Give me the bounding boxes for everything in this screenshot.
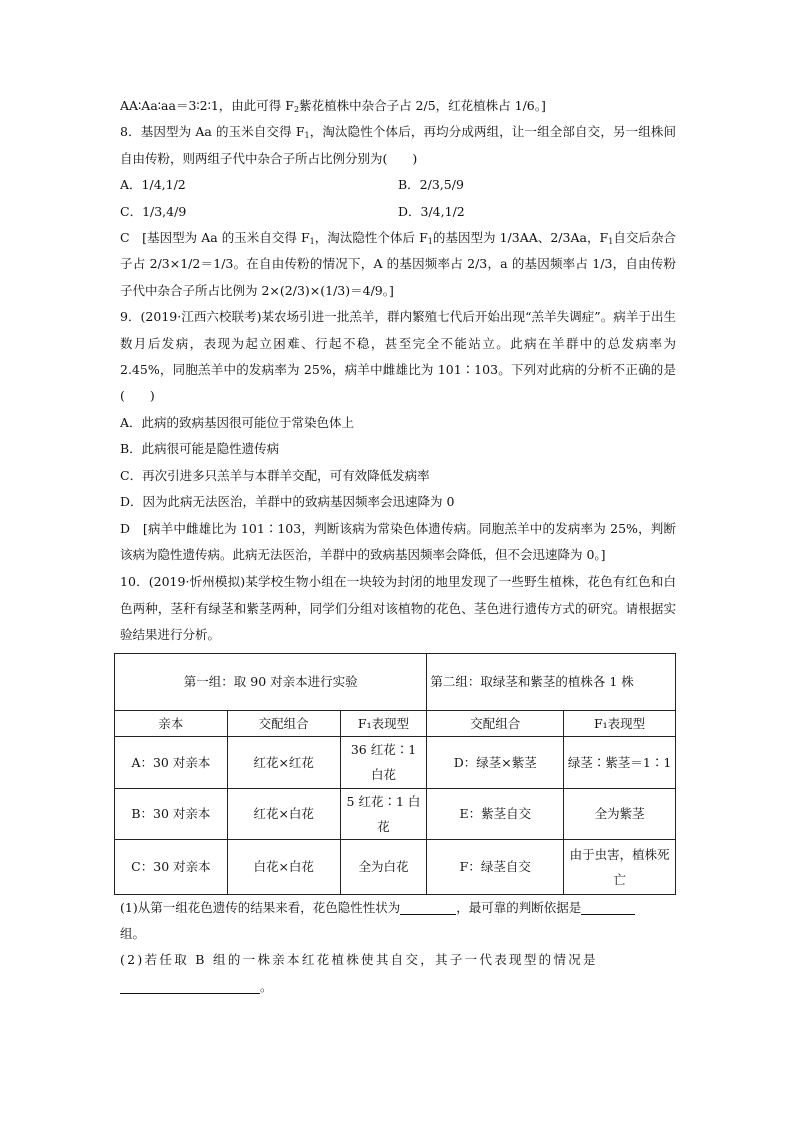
group2-title: 第二组：取绿茎和紫茎的植株各 1 株 xyxy=(427,653,676,710)
q9-option-b: B．此病很可能是隐性遗传病 xyxy=(120,441,280,457)
table-cell: D：绿茎×紫茎 xyxy=(427,736,564,788)
table-cell: E：紫茎自交 xyxy=(427,788,564,839)
prev-answer-line: AA∶Aa∶aa＝3∶2∶1，由此可得 $F_2$紫花植株中杂合子占 2/5，红花植株占 1/6。] xyxy=(120,98,546,114)
table-cell: 全为白花 xyxy=(340,839,427,894)
q8-answer: C [基因型为 Aa 的玉米自交得 $F_1$，淘汰隐性个体后 $F_1$的基因型为 1/3AA、2/3Aa，$F_1$自交后杂合子占 2/3×1/2＝1/3。在自由传粉的情况下，A 的基因频率占 2/3，a 的基因频率占 1/3，自由传粉子代中杂合子所占比例为 2×(2/3)×(1/3)＝4/9。] xyxy=(120,230,676,298)
table-cell: 白花×白花 xyxy=(227,839,340,894)
q8-stem: 8．基因型为 Aa 的玉米自交得 $F_1$，淘汰隐性个体后，再均分成两组，让一组全部自交，另一组株间自由传粉，则两组子代中杂合子所占比例分别为( ) xyxy=(120,124,676,166)
q8-option-a: A．1/4,1/2 xyxy=(120,177,186,193)
header-f1-1: F₁表现型 xyxy=(340,710,427,736)
table-cell: 由于虫害，植株死亡 xyxy=(564,839,676,894)
group1-title: 第一组：取 90 对亲本进行实验 xyxy=(115,653,427,710)
table-cell: 5 红花∶1 白花 xyxy=(340,788,427,839)
q8-option-c: C．1/3,4/9 xyxy=(120,203,187,219)
table-cell: B：30 对亲本 xyxy=(115,788,228,839)
experiment-table xyxy=(114,653,676,895)
q8-option-d: D．3/4,1/2 xyxy=(398,203,465,219)
q9-option-c: C．再次引进多只羔羊与本群羊交配，可有效降低发病率 xyxy=(120,467,430,483)
q8-options-row-1 xyxy=(120,172,676,198)
q9-stem: 9．(2019·江西六校联考)某农场引进一批羔羊，群内繁殖七代后开始出现“羔羊失调症”。病羊于出生数月后发病，表现为起立困难、行起不稳，甚至完全不能站立。此病在羊群中的总发病率为 2.45%，同胞羔羊中的发病率为 25%，病羊中雌雄比为 101∶103。下列对此病的分析不正确的是( ) xyxy=(120,309,676,404)
table-cell: 全为紫茎 xyxy=(564,788,676,839)
table-cell: 36 红花∶1 白花 xyxy=(340,736,427,788)
table-cell: 红花×白花 xyxy=(227,788,340,839)
table-cell: F：绿茎自交 xyxy=(427,839,564,894)
table-row xyxy=(115,736,676,788)
table-cell: 红花×红花 xyxy=(227,736,340,788)
table-cell: A：30 对亲本 xyxy=(115,736,228,788)
answer-blank[interactable] xyxy=(120,977,260,994)
header-cross-2: 交配组合 xyxy=(427,710,564,736)
q9-option-a: A．此病的致病基因很可能位于常染色体上 xyxy=(120,414,355,430)
q8-options-row-2 xyxy=(120,199,676,225)
q10-stem: 10．(2019·忻州模拟)某学校生物小组在一块较为封闭的地里发现了一些野生植株，花色有红色和白色两种，茎秆有绿茎和紫茎两种，同学们分组对该植物的花色、茎色进行遗传方式的研究。请根据实验结果进行分析。 xyxy=(120,574,676,643)
document-page xyxy=(120,93,676,1000)
answer-blank[interactable] xyxy=(581,898,635,915)
table-row xyxy=(115,788,676,839)
header-cross-1: 交配组合 xyxy=(227,710,340,736)
q10-sub1: (1)从第一组花色遗传的结果来看，花色隐性性状为 ，最可靠的判断依据是 组。 xyxy=(120,895,676,948)
header-parents: 亲本 xyxy=(115,710,228,736)
table-cell: C：30 对亲本 xyxy=(115,839,228,894)
table-row xyxy=(115,839,676,894)
answer-blank[interactable] xyxy=(400,898,456,915)
table-cell: 绿茎∶紫茎＝1∶1 xyxy=(564,736,676,788)
q9-answer: D [病羊中雌雄比为 101∶103，判断该病为常染色体遗传病。同胞羔羊中的发病率为 25%，判断该病为隐性遗传病。此病无法医治，羊群中的致病基因频率会降低，但不会迅速降为 0。] xyxy=(120,520,676,562)
header-f1-2: F₁表现型 xyxy=(564,710,676,736)
q9-option-d: D．因为此病无法医治，羊群中的致病基因频率会迅速降为 0 xyxy=(120,494,455,510)
q8-option-b: B．2/3,5/9 xyxy=(398,177,464,193)
q10-sub2: (2)若任取 B 组的一株亲本红花植株使其自交，其子一代表现型的情况是 。 xyxy=(120,952,598,994)
